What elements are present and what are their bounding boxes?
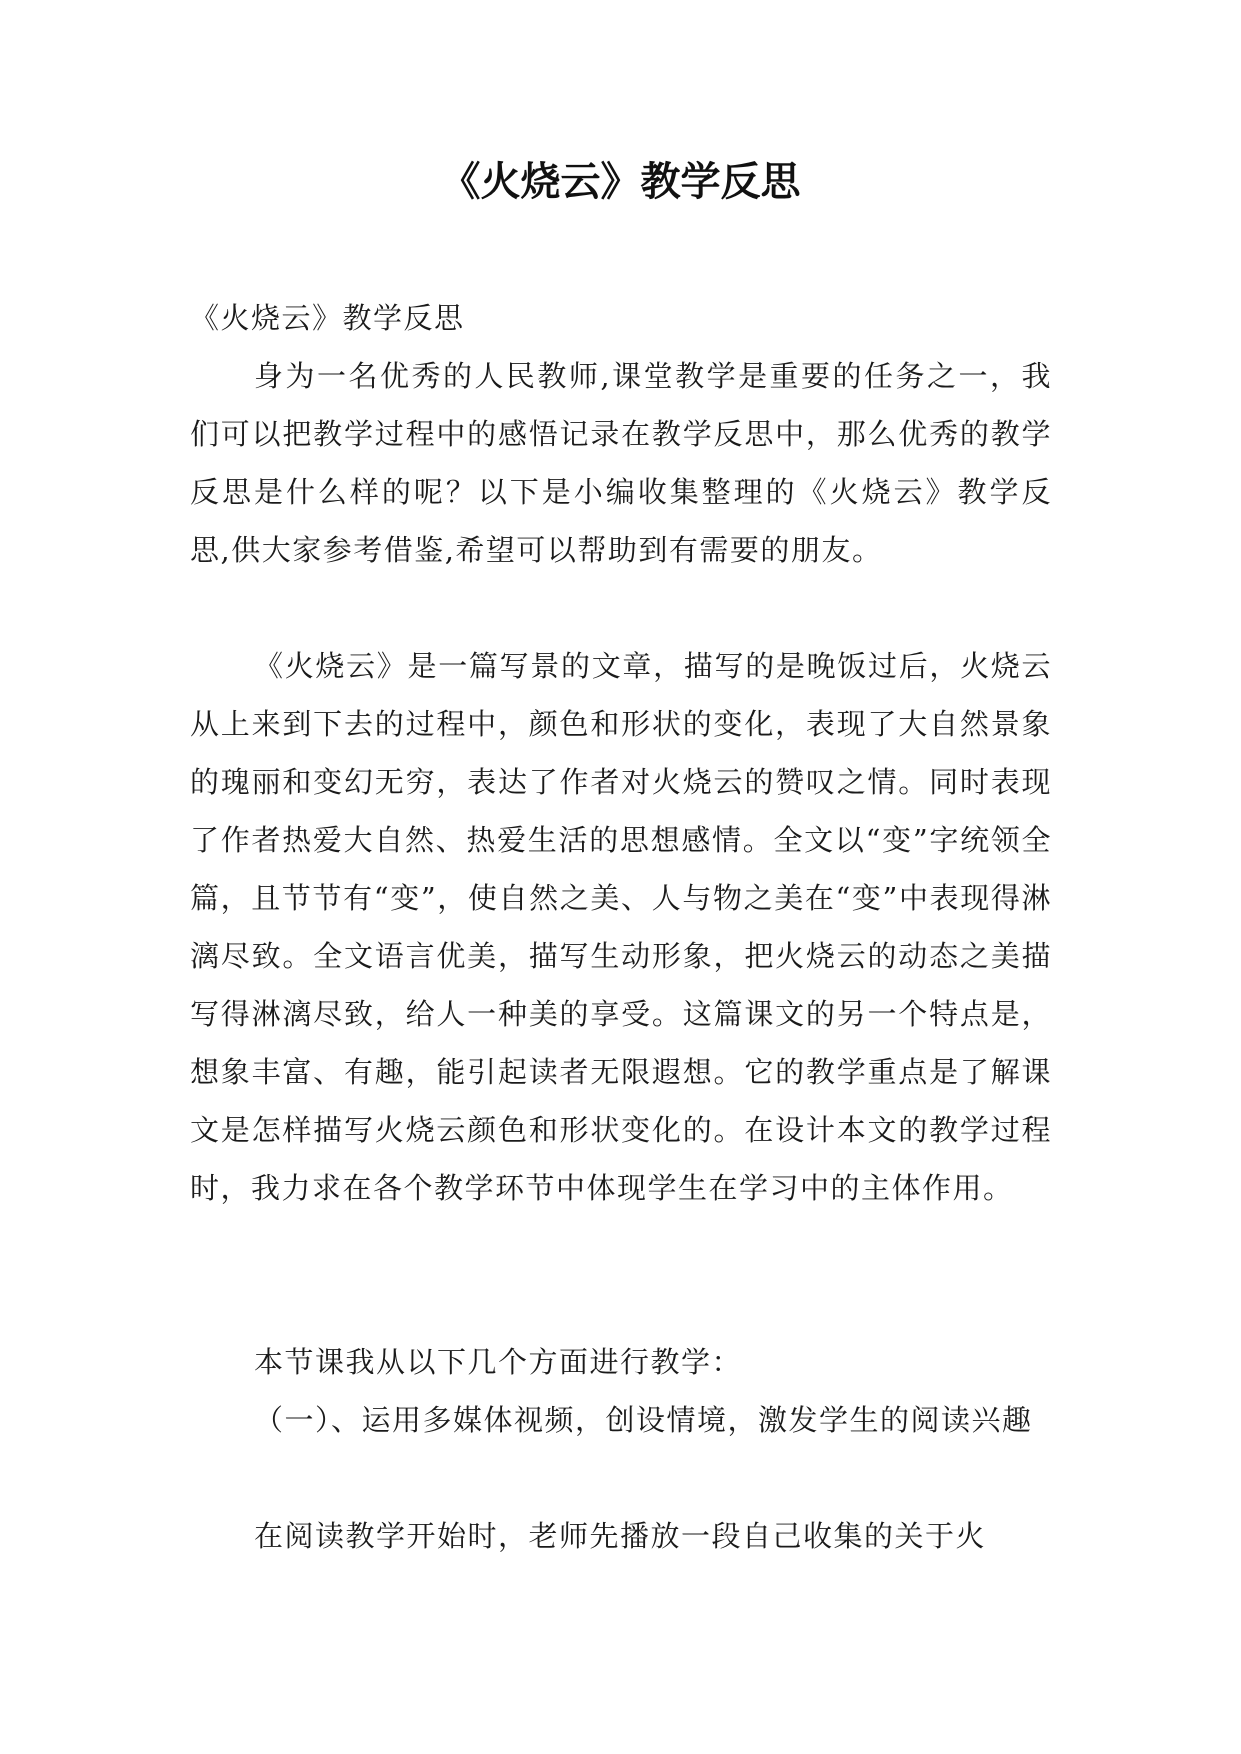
section-intro-paragraph: 本节课我从以下几个方面进行教学： <box>254 1345 743 1379</box>
document-subtitle: 《火烧云》教学反思 <box>190 301 465 335</box>
intro-paragraph: 身为一名优秀的人民教师,课堂教学是重要的任务之一，我们可以把教学过程中的感悟记录在教学反思中，那么优秀的教学反思是什么样的呢？以下是小编收集整理的《火烧云》教学反思,供大家参考借鉴,希望可以帮助到有需要的朋友。 <box>190 359 1052 567</box>
section-1-paragraph: 在阅读教学开始时，老师先播放一段自己收集的关于火 <box>254 1519 987 1553</box>
document-title: 《火烧云》教学反思 <box>440 159 801 205</box>
main-paragraph: 《火烧云》是一篇写景的文章，描写的是晚饭过后，火烧云从上来到下去的过程中，颜色和形状的变化，表现了大自然景象的瑰丽和变幻无穷，表达了作者对火烧云的赞叹之情。同时表现了作者热爱大自然、热爱生活的思想感情。全文以“变”字统领全篇，且节节有“变”，使自然之美、人与物之美在“变”中表现得淋漓尽致。全文语言优美，描写生动形象，把火烧云的动态之美描写得淋漓尽致，给人一种美的享受。这篇课文的另一个特点是，想象丰富、有趣，能引起读者无限遐想。它的教学重点是了解课文是怎样描写火烧云颜色和形状变化的。在设计本文的教学过程时，我力求在各个教学环节中体现学生在学习中的主体作用。 <box>190 649 1052 1205</box>
section-heading-1: （一）、运用多媒体视频，创设情境，激发学生的阅读兴趣 <box>254 1403 1033 1437</box>
